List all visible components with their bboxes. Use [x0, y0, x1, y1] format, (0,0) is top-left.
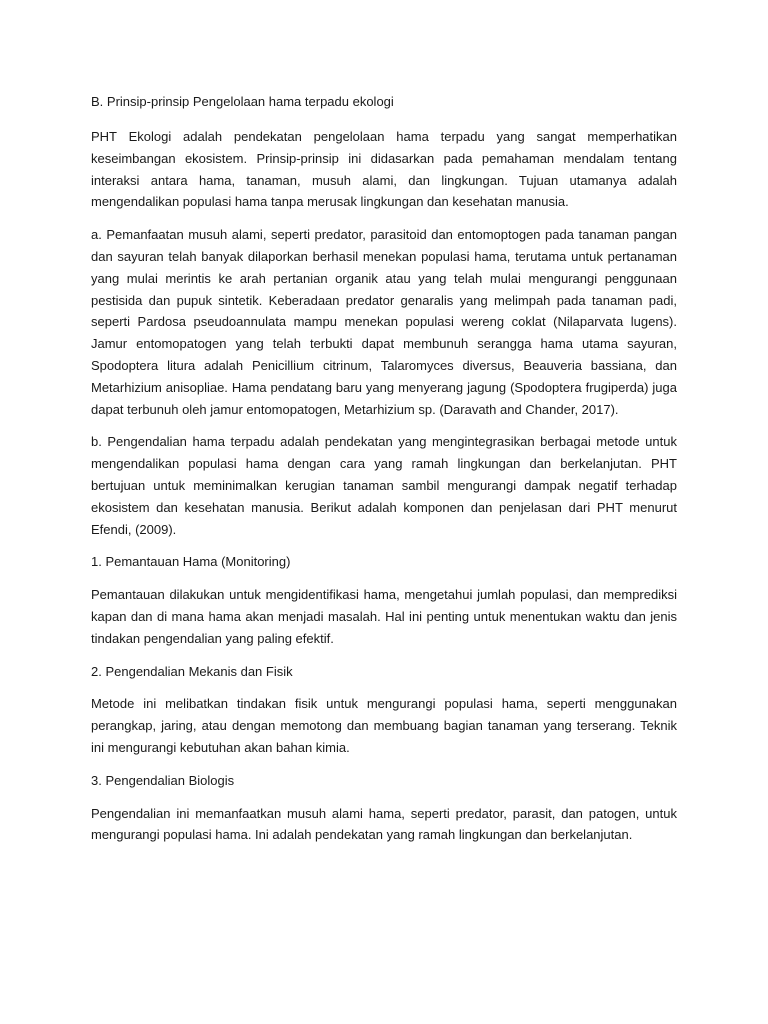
intro-paragraph: PHT Ekologi adalah pendekatan pengelolaan hama terpadu yang sangat memperhatikan keseimbangan ekosistem. Prinsip-prinsip ini didasarkan pada pemahaman mendalam tentang interaksi antara hama, tanaman, musuh alami, dan lingkungan. Tujuan utamanya adalah mengendalikan populasi hama tanpa merusak lingkungan dan kesehatan manusia. — [91, 129, 677, 210]
paragraph-point-a: a. Pemanfaatan musuh alami, seperti predator, parasitoid dan entomoptogen pada tanaman pangan dan sayuran telah banyak dilaporkan berhasil menekan populasi hama, terutama untuk pertanaman yang mulai merintis ke arah pertanian organik atau yang telah mulai mengurangi penggunaan pestisida dan pupuk sintetik. Keberadaan predator genaralis yang melimpah pada tanaman padi, seperti Pardosa pseudoannulata mampu menekan populasi wereng coklat (Nilaparvata lugens). Jamur entomopatogen yang telah terbukti dapat membunuh serangga hama utama sayuran, Spodoptera litura adalah Penicillium citrinum, Talaromyces diversus, Beauveria bassiana, dan Metarhizium anisopliae. Hama pendatang baru yang menyerang jagung (Spodoptera frugiperda) juga dapat terbunuh oleh jamur entomopatogen, Metarhizium sp. (Daravath and Chander, 2017). — [91, 227, 677, 417]
section-heading: B. Prinsip-prinsip Pengelolaan hama terpadu ekologi — [91, 94, 394, 109]
subheading-monitoring: 1. Pemantauan Hama (Monitoring) — [91, 554, 291, 570]
subheading-biological: 3. Pengendalian Biologis — [91, 772, 235, 788]
paragraph-biological: Pengendalian ini memanfaatkan musuh alami hama, seperti predator, parasit, dan patogen, untuk mengurangi populasi hama. Ini adalah pendekatan yang ramah lingkungan dan berkelanjutan. — [91, 805, 677, 843]
subheading-mechanical-physical: 2. Pengendalian Mekanis dan Fisik — [91, 663, 293, 679]
paragraph-point-b: b. Pengendalian hama terpadu adalah pendekatan yang mengintegrasikan berbagai metode untuk mengendalikan populasi hama dengan cara yang ramah lingkungan dan berkelanjutan. PHT bertujuan untuk meminimalkan kerugian tanaman sambil mengurangi dampak negatif terhadap ekosistem dan kesehatan manusia. Berikut adalah komponen dan penjelasan dari PHT menurut Efendi, (2009). — [91, 434, 677, 537]
paragraph-monitoring: Pemantauan dilakukan untuk mengidentifikasi hama, mengetahui jumlah populasi, dan memprediksi kapan dan di mana hama akan menjadi masalah. Hal ini penting untuk menentukan waktu dan jenis tindakan pengendalian yang paling efektif. — [91, 587, 677, 646]
paragraph-mechanical-physical: Metode ini melibatkan tindakan fisik untuk mengurangi populasi hama, seperti menggunakan perangkap, jaring, atau dengan memotong dan membuang bagian tanaman yang terserang. Teknik ini mengurangi kebutuhan akan bahan kimia. — [91, 696, 677, 755]
